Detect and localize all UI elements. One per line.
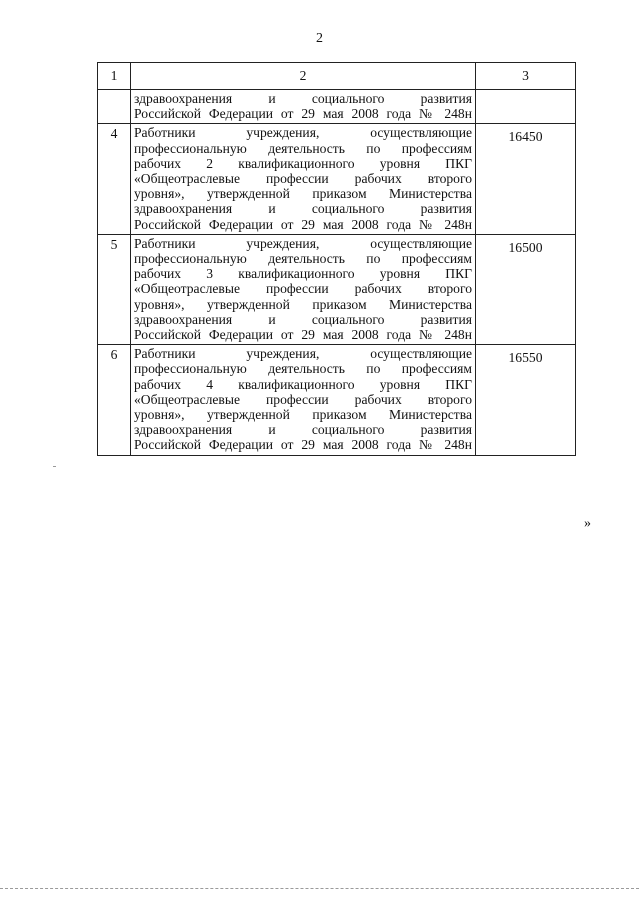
- table-row: [98, 234, 576, 344]
- description-line: рабочих 2 квалификационного уровня ПКГ: [134, 155, 472, 171]
- scan-edge-line: [0, 888, 639, 889]
- row-value: 16550: [508, 350, 543, 366]
- description-line: «Общеотраслевые профессии рабочих второго: [134, 171, 472, 187]
- row-number-cell: [98, 345, 131, 455]
- row-description-cell: [131, 90, 476, 124]
- scan-mark: [53, 466, 56, 467]
- description-line: «Общеотраслевые профессии рабочих второго: [134, 281, 472, 297]
- description-line: Российской Федерации от 29 мая 2008 года № 248н: [134, 216, 472, 232]
- row-number-cell: [98, 234, 131, 344]
- description-line: Работники учреждения, осуществляющие: [134, 125, 472, 141]
- description-line: профессиональную деятельность по профессиям: [134, 251, 472, 267]
- description-line: Российской Федерации от 29 мая 2008 года № 248н: [134, 106, 472, 122]
- description-line: профессиональную деятельность по профессиям: [134, 140, 472, 156]
- table-header-row: [98, 63, 576, 90]
- row-number-cell: [98, 90, 131, 124]
- row-value-cell: [476, 234, 576, 344]
- description-line: Работники учреждения, осуществляющие: [134, 235, 472, 251]
- row-number: 5: [110, 236, 118, 252]
- description-line: здравоохранения и социального развития: [134, 201, 472, 217]
- table-row: [98, 345, 576, 455]
- description-line: здравоохранения и социального развития: [134, 311, 472, 327]
- row-number: 4: [110, 126, 118, 142]
- description-line: здравоохранения и социального развития: [134, 91, 472, 106]
- table-row-continuation: [98, 90, 576, 124]
- description-line: уровня», утвержденной приказом Министерства: [134, 296, 472, 312]
- row-number-cell: [98, 124, 131, 234]
- description-line: Российской Федерации от 29 мая 2008 года № 248н: [134, 327, 472, 343]
- row-description-cell: [131, 345, 476, 455]
- description-line: профессиональную деятельность по профессиям: [134, 361, 472, 377]
- header-col-3: 3: [476, 63, 576, 90]
- row-value-cell: [476, 124, 576, 234]
- header-col-1: 1: [98, 63, 131, 90]
- salary-table: [97, 62, 576, 456]
- table-row: [98, 124, 576, 234]
- row-value: 16500: [508, 239, 543, 255]
- page-number: 2: [316, 31, 323, 46]
- row-value-cell: [476, 345, 576, 455]
- row-number: 6: [110, 347, 118, 363]
- description-line: Российской Федерации от 29 мая 2008 года № 248н: [134, 437, 472, 453]
- row-value-cell: [476, 90, 576, 124]
- row-value: 16450: [508, 129, 543, 145]
- description-line: рабочих 4 квалификационного уровня ПКГ: [134, 376, 472, 392]
- description-line: уровня», утвержденной приказом Министерства: [134, 407, 472, 423]
- description-line: уровня», утвержденной приказом Министерства: [134, 186, 472, 202]
- closing-quote: »: [584, 516, 591, 531]
- description-line: Работники учреждения, осуществляющие: [134, 346, 472, 362]
- row-description-cell: [131, 124, 476, 234]
- description-line: здравоохранения и социального развития: [134, 422, 472, 438]
- description-line: «Общеотраслевые профессии рабочих второго: [134, 391, 472, 407]
- row-description-cell: [131, 234, 476, 344]
- header-col-2: 2: [131, 63, 476, 90]
- description-line: рабочих 3 квалификационного уровня ПКГ: [134, 266, 472, 282]
